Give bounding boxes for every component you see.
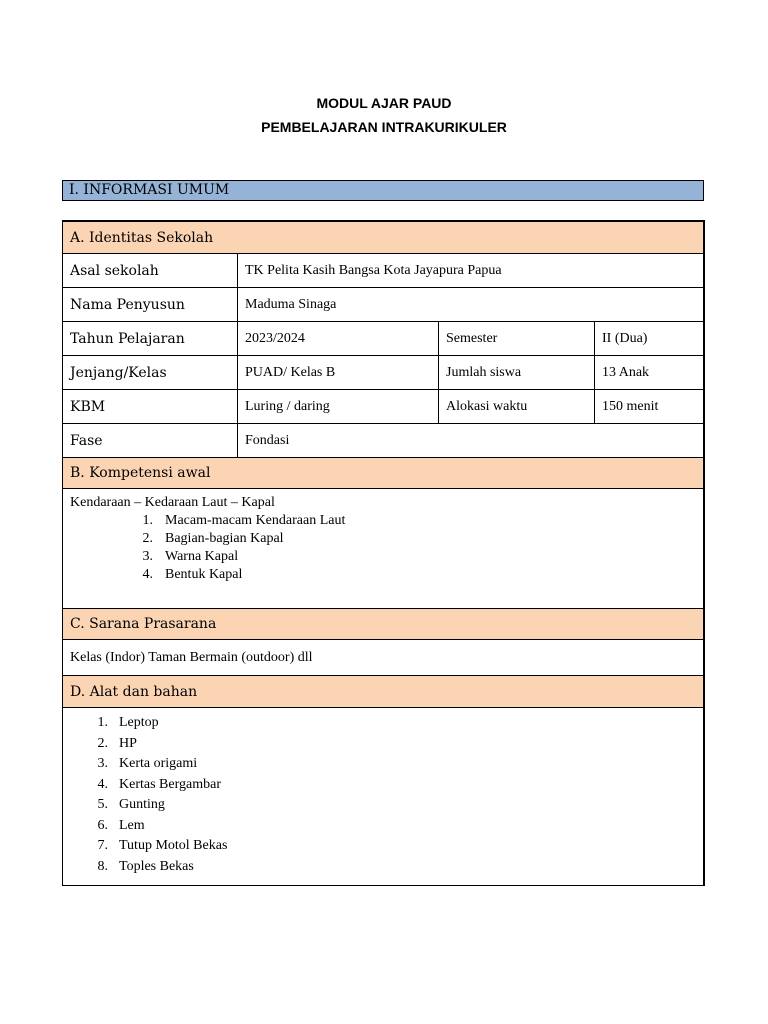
row-jenjang-kelas — [63, 356, 703, 390]
list-item: 1. Leptop — [97, 715, 159, 730]
label-fase: Fase — [63, 424, 238, 457]
info-table — [62, 220, 705, 886]
list-item: 2. Bagian-bagian Kapal — [142, 531, 284, 546]
value-semester: II (Dua) — [594, 322, 703, 355]
list-item: 3. Kerta origami — [97, 756, 198, 771]
list-item: 6. Lem — [97, 817, 145, 833]
identitas-header — [63, 222, 703, 254]
row-kbm — [63, 390, 703, 424]
list-item: 2. HP — [97, 735, 137, 751]
alat-header-label: D. Alat dan bahan — [70, 683, 198, 700]
label-semester: Semester — [438, 322, 594, 355]
row-fase — [63, 424, 703, 458]
value-tahun-pelajaran: 2023/2024 — [245, 330, 305, 346]
alat-list — [63, 713, 703, 877]
row-asal-sekolah — [63, 254, 703, 288]
kompetensi-header — [63, 458, 703, 489]
sarana-header-label: C. Sarana Prasarana — [70, 616, 217, 632]
value-fase: Fondasi — [245, 432, 290, 448]
list-item: 4. Bentuk Kapal — [142, 567, 243, 582]
list-item: 7. Tutup Motol Bekas — [97, 838, 228, 853]
sarana-text: Kelas (Indor) Taman Bermain (outdoor) dll — [70, 649, 313, 665]
label-jumlah-siswa: Jumlah siswa — [438, 356, 594, 389]
sarana-content — [63, 640, 703, 676]
list-item: 5. Gunting — [97, 797, 165, 812]
document-subtitle: PEMBELAJARAN INTRAKURIKULER — [261, 119, 507, 135]
label-nama-penyusun: Nama Penyusun — [63, 288, 238, 321]
list-item: 4. Kertas Bergambar — [97, 776, 221, 792]
list-item: 3. Warna Kapal — [142, 549, 239, 564]
value-alokasi-waktu: 150 menit — [594, 390, 703, 423]
value-kbm: Luring / daring — [245, 398, 330, 414]
kompetensi-list — [70, 512, 703, 584]
kompetensi-header-label: B. Kompetensi awal — [70, 465, 211, 481]
value-nama-penyusun: Maduma Sinaga — [245, 296, 337, 312]
value-jenjang-kelas: PUAD/ Kelas B — [245, 364, 336, 380]
label-jenjang-kelas: Jenjang/Kelas — [63, 356, 238, 389]
alat-content — [63, 708, 703, 885]
kompetensi-intro: Kendaraan – Kedaraan Laut – Kapal — [70, 495, 275, 510]
label-asal-sekolah: Asal sekolah — [63, 254, 238, 287]
identitas-header-label: A. Identitas Sekolah — [70, 229, 214, 246]
row-tahun-pelajaran — [63, 322, 703, 356]
value-asal-sekolah: TK Pelita Kasih Bangsa Kota Jayapura Papua — [245, 262, 502, 278]
document-title: MODUL AJAR PAUD — [316, 95, 452, 111]
list-item: 1. Macam-macam Kendaraan Laut — [142, 513, 346, 528]
label-alokasi-waktu: Alokasi waktu — [438, 390, 594, 423]
section-title: I. INFORMASI UMUM — [69, 182, 230, 198]
row-nama-penyusun — [63, 288, 703, 322]
value-jumlah-siswa: 13 Anak — [594, 356, 703, 389]
list-item: 8. Toples Bekas — [97, 858, 194, 874]
section-informasi-umum — [62, 180, 704, 201]
sarana-header — [63, 609, 703, 640]
label-kbm: KBM — [63, 390, 238, 423]
kompetensi-content — [63, 489, 703, 609]
alat-header — [63, 676, 703, 708]
label-tahun-pelajaran: Tahun Pelajaran — [63, 322, 238, 355]
